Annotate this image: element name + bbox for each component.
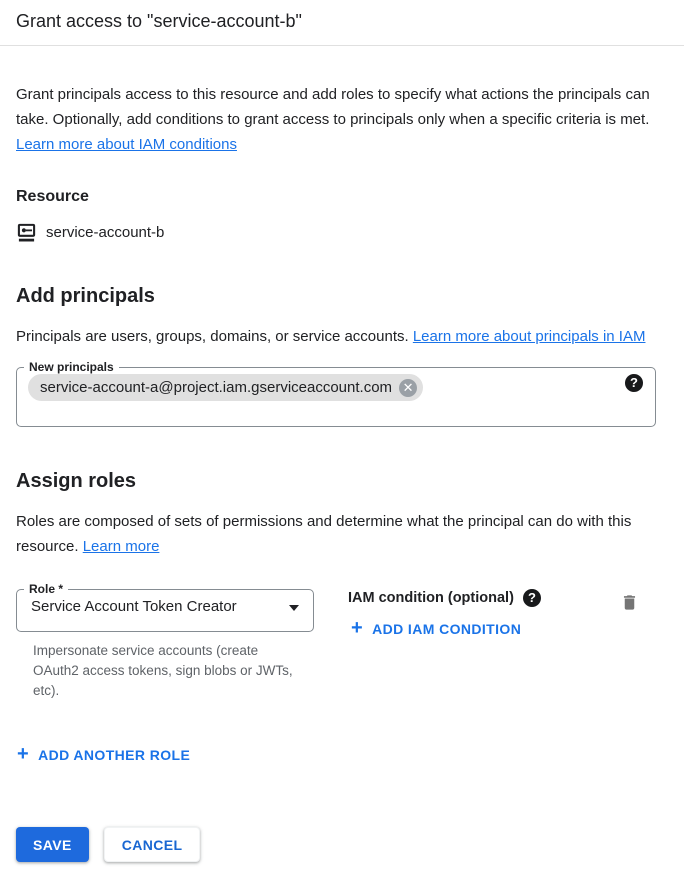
resource-name: service-account-b xyxy=(46,224,165,241)
principal-chip[interactable] xyxy=(28,374,423,401)
add-principals-heading: Add principals xyxy=(16,285,155,307)
resource-heading: Resource xyxy=(16,188,89,205)
principal-chip-label: service-account-a@project.iam.gserviceaccount.com xyxy=(40,379,393,396)
intro-paragraph xyxy=(16,82,666,157)
assign-roles-text: Roles are composed of sets of permissions and determine what the principal can do with this resource. xyxy=(16,513,632,555)
plus-icon: + xyxy=(17,743,30,765)
role-row xyxy=(16,583,668,701)
add-another-role-label: ADD ANOTHER ROLE xyxy=(38,747,191,763)
role-select-inner xyxy=(17,595,313,615)
add-principals-text: Principals are users, groups, domains, or service accounts. xyxy=(16,328,413,345)
add-iam-condition-label: ADD IAM CONDITION xyxy=(372,621,522,637)
plus-icon: + xyxy=(351,617,364,639)
iam-condition-help-icon[interactable]: ? xyxy=(523,589,541,607)
role-column xyxy=(16,583,314,701)
learn-more-iam-conditions-link[interactable]: Learn more about IAM conditions xyxy=(16,136,237,153)
intro-text: Grant principals access to this resource and add roles to specify what actions the principals can take. Optionally, add conditions to grant access to principals only when a specific criteria is met. xyxy=(16,86,650,128)
iam-condition-label: IAM condition (optional) xyxy=(348,590,514,606)
role-helper-text: Impersonate service accounts (create OAuth2 access tokens, sign blobs or JWTs, etc). xyxy=(33,643,293,698)
add-another-role-button[interactable] xyxy=(17,743,191,765)
dialog-title: Grant access to "service-account-b" xyxy=(0,0,684,46)
principals-help-icon[interactable]: ? xyxy=(625,374,643,392)
add-another-role-row xyxy=(17,743,684,766)
assign-roles-description xyxy=(16,509,666,559)
trash-icon xyxy=(620,592,639,613)
chevron-down-icon xyxy=(289,605,299,611)
chip-remove-icon[interactable]: ✕ xyxy=(399,379,417,397)
delete-role-column xyxy=(620,583,639,618)
delete-role-button[interactable] xyxy=(620,592,639,613)
service-account-icon xyxy=(16,223,37,242)
cancel-button[interactable]: CANCEL xyxy=(104,827,201,862)
role-label: Role * xyxy=(29,582,64,596)
iam-condition-column xyxy=(348,583,541,640)
resource-row xyxy=(16,223,668,242)
save-button[interactable]: SAVE xyxy=(16,827,89,862)
add-principals-description xyxy=(16,324,666,349)
role-select[interactable] xyxy=(16,583,314,632)
learn-more-principals-link[interactable]: Learn more about principals in IAM xyxy=(412,328,646,345)
learn-more-roles-link[interactable]: Learn more xyxy=(82,538,160,555)
role-selected-value: Service Account Token Creator xyxy=(31,598,237,615)
new-principals-inner xyxy=(17,373,655,401)
new-principals-label: New principals xyxy=(29,360,114,374)
dialog-actions xyxy=(16,827,684,862)
add-iam-condition-button[interactable] xyxy=(351,617,522,639)
new-principals-field[interactable] xyxy=(16,361,656,427)
assign-roles-heading: Assign roles xyxy=(16,470,137,492)
iam-condition-label-row xyxy=(348,589,541,607)
